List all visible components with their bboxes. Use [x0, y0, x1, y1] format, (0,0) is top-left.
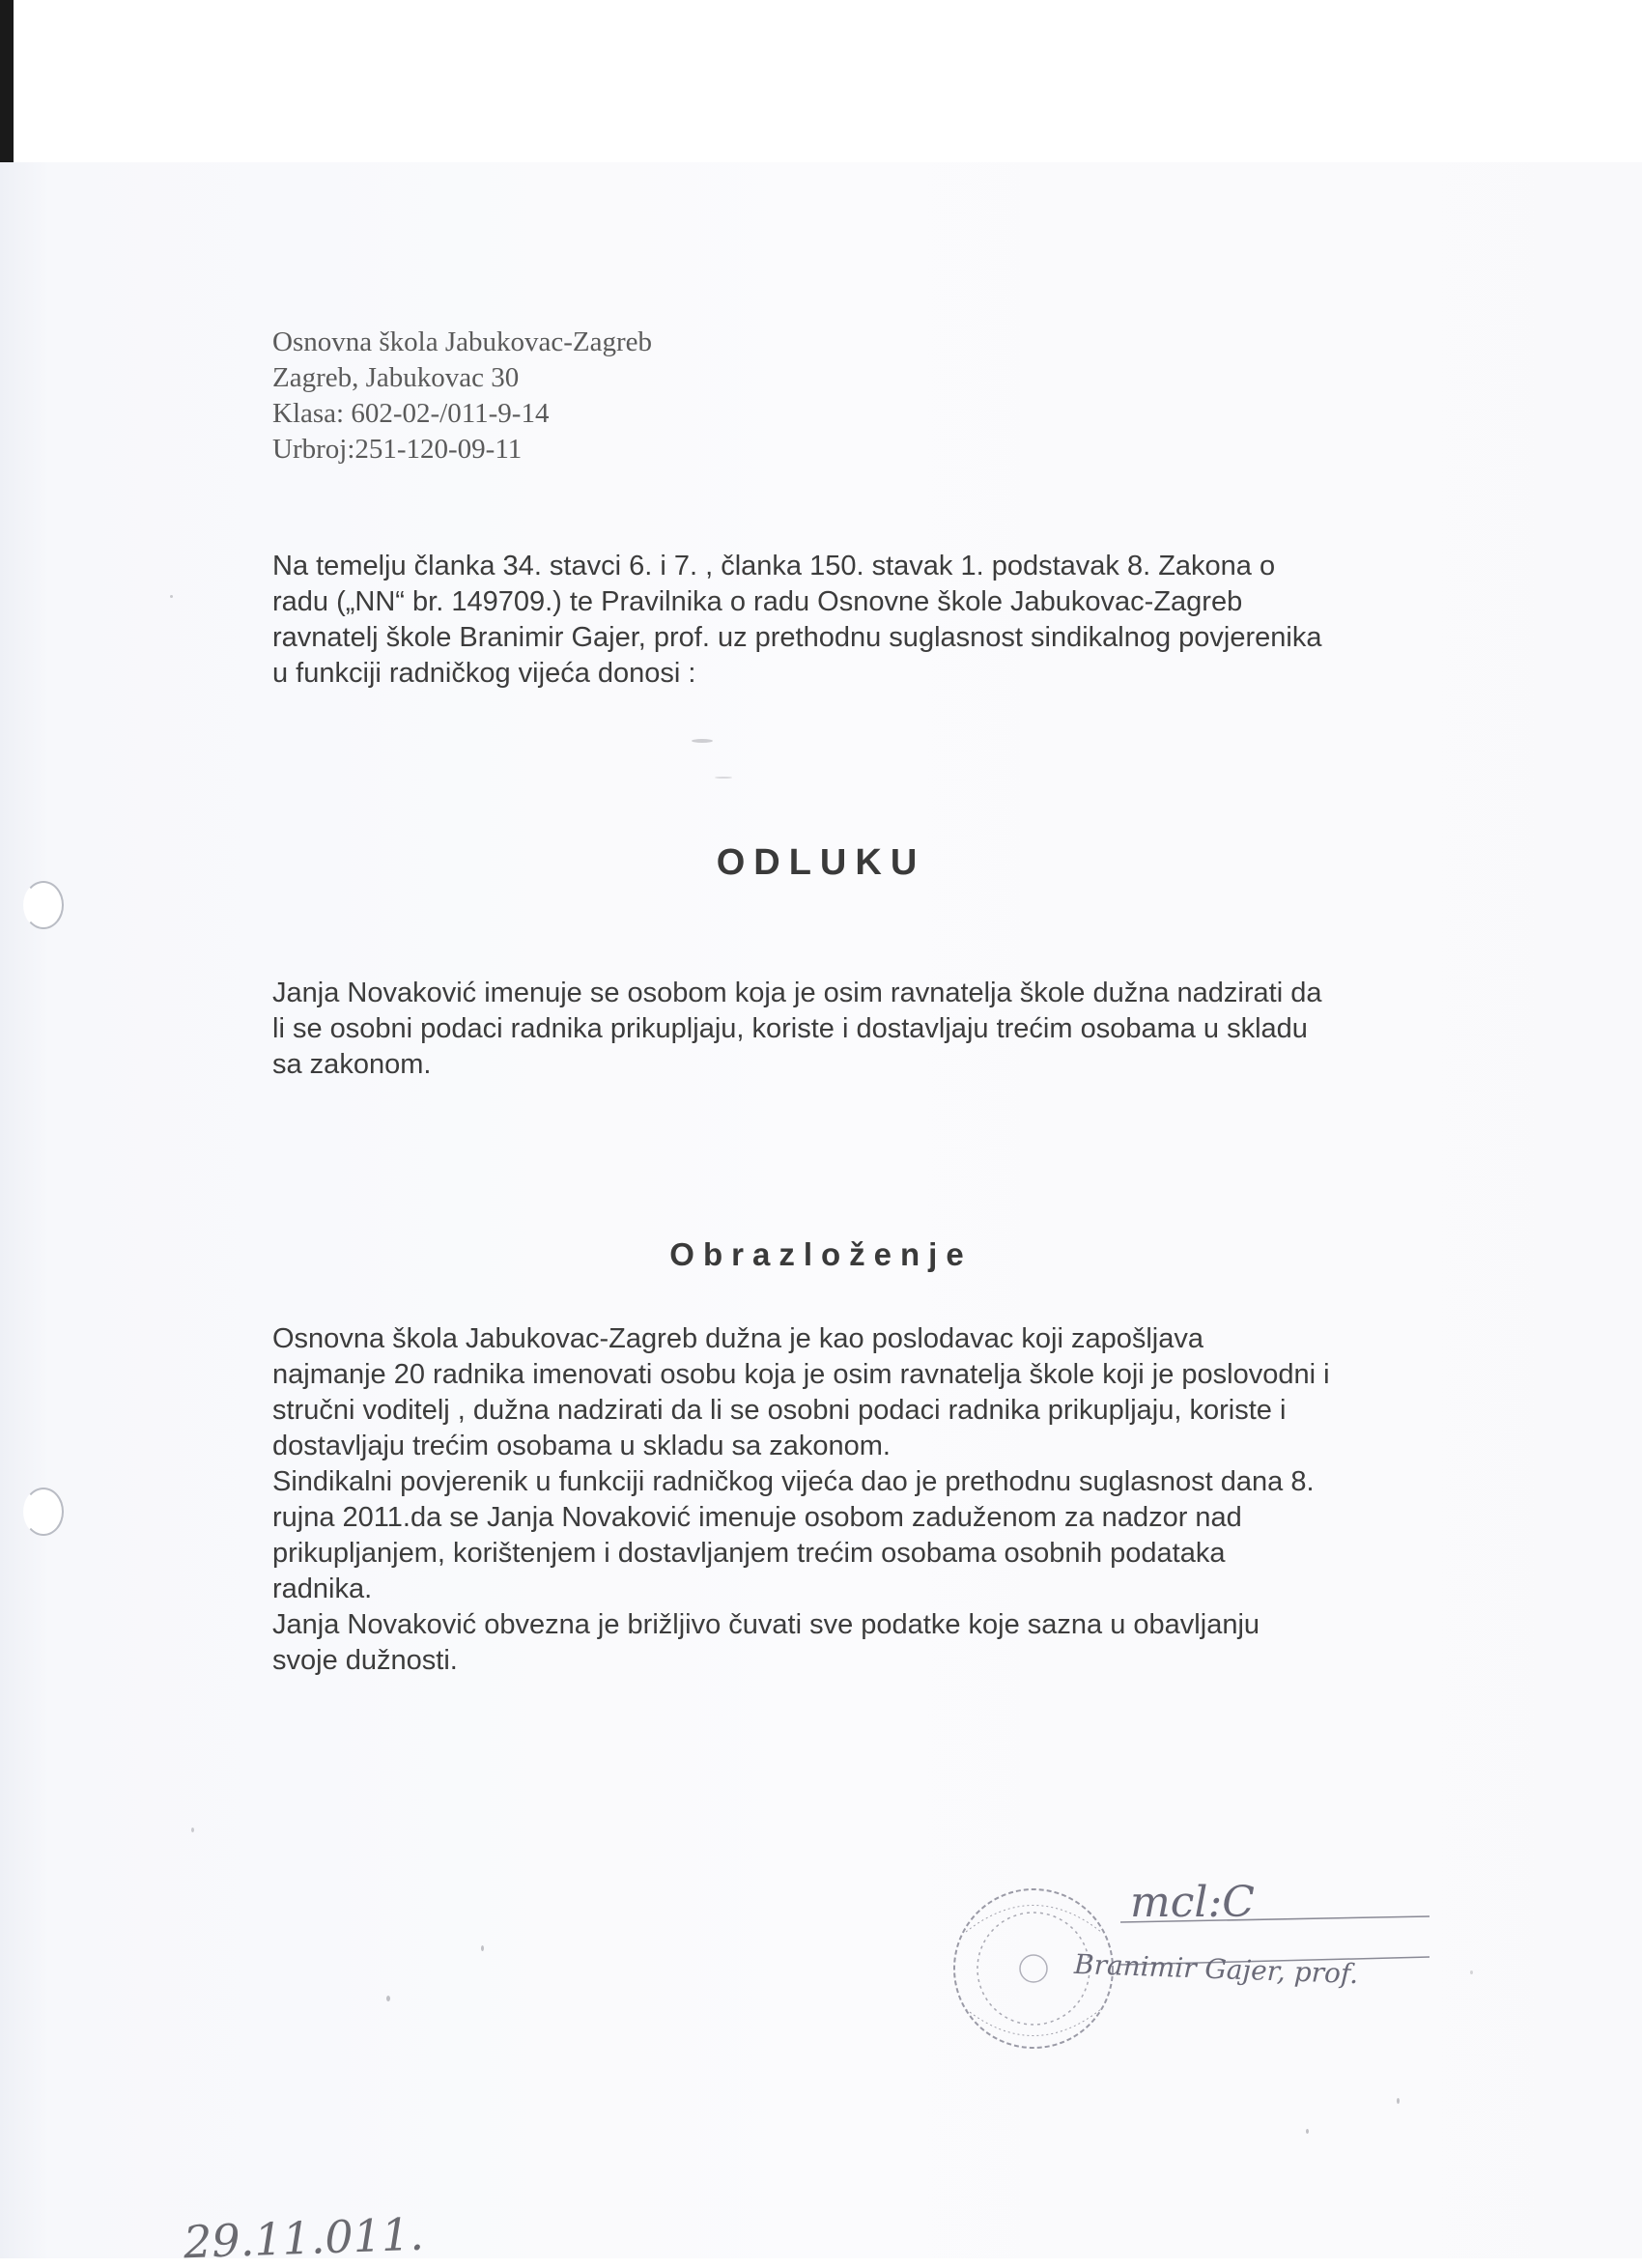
decision-line: li se osobni podaci radnika prikupljaju, koriste i dostavljaju trećim osobama u skladu	[272, 1013, 1308, 1044]
scan-speck	[1306, 2129, 1309, 2134]
scan-margin-top	[0, 0, 1642, 164]
handwritten-signature: mcl:C	[1130, 1878, 1255, 1927]
decision-line: Janja Novaković imenuje se osobom koja je osim ravnatelja škole dužna nadzirati da	[272, 978, 1322, 1008]
preamble-line: Na temelju članka 34. stavci 6. i 7. , članka 150. stavak 1. podstavak 8. Zakona o	[272, 551, 1276, 581]
decision-paragraph	[272, 976, 1489, 1083]
rationale-title: Obrazloženje	[669, 1236, 973, 1272]
decision-line: sa zakonom.	[272, 1049, 432, 1080]
punch-hole-top	[23, 881, 64, 929]
rationale-line: dostavljaju trećim osobama u skladu sa zakonom.	[272, 1431, 891, 1461]
handwritten-name: Branimir Gajer, prof.	[1073, 1947, 1359, 1991]
scan-speck	[386, 1996, 390, 2001]
rationale-line: Janja Novaković obvezna je brižljivo čuvati sve podatke koje sazna u obavljanju	[272, 1609, 1260, 1640]
scan-speck	[692, 739, 713, 743]
punch-hole-bottom	[23, 1488, 64, 1536]
scan-speck	[1397, 2098, 1400, 2104]
rationale-line: rujna 2011.da se Janja Novaković imenuje osobom zaduženom za nadzor nad	[272, 1502, 1242, 1533]
preamble-line: ravnatelj škole Branimir Gajer, prof. uz prethodnu suglasnost sindikalnog povjerenika	[272, 622, 1322, 653]
scan-edge-dark	[0, 0, 14, 164]
decision-title: ODLUKU	[716, 842, 926, 883]
preamble-line: u funkciji radničkog vijeća donosi :	[272, 658, 696, 689]
rationale-line: najmanje 20 radnika imenovati osobu koja je osim ravnatelja škole koji je poslovodni i	[272, 1359, 1330, 1390]
scan-speck	[170, 595, 173, 598]
rationale-line: Sindikalni povjerenik u funkciji radničkog vijeća dao je prethodnu suglasnost dana 8.	[272, 1466, 1315, 1497]
rationale-paragraph	[272, 1321, 1489, 1679]
class-number: Klasa: 602-02-/011-9-14	[272, 398, 550, 429]
signature-block	[927, 1864, 1468, 2077]
school-name: Osnovna škola Jabukovac-Zagreb	[272, 326, 652, 357]
rationale-line: Osnovna škola Jabukovac-Zagreb dužna je kao poslodavac koji zapošljava	[272, 1323, 1204, 1354]
scan-speck	[191, 1828, 194, 1832]
rationale-line: stručni voditelj , dužna nadzirati da li se osobni podaci radnika prikupljaju, koriste i	[272, 1395, 1287, 1426]
school-header	[272, 325, 948, 468]
rationale-line: svoje dužnosti.	[272, 1645, 458, 1676]
handwritten-date: 29.11.011.	[183, 2207, 425, 2268]
preamble-paragraph	[272, 549, 1489, 692]
rationale-line: radnika.	[272, 1573, 373, 1604]
registry-number: Urbroj:251-120-09-11	[272, 434, 523, 465]
preamble-line: radu („NN“ br. 149709.) te Pravilnika o radu Osnovne škole Jabukovac-Zagreb	[272, 586, 1243, 617]
scan-speck	[715, 777, 732, 779]
scan-speck	[481, 1945, 484, 1951]
rationale-line: prikupljanjem, korištenjem i dostavljanjem trećim osobama osobnih podataka	[272, 1538, 1226, 1569]
scan-speck	[1470, 1970, 1473, 1974]
school-address: Zagreb, Jabukovac 30	[272, 362, 520, 393]
